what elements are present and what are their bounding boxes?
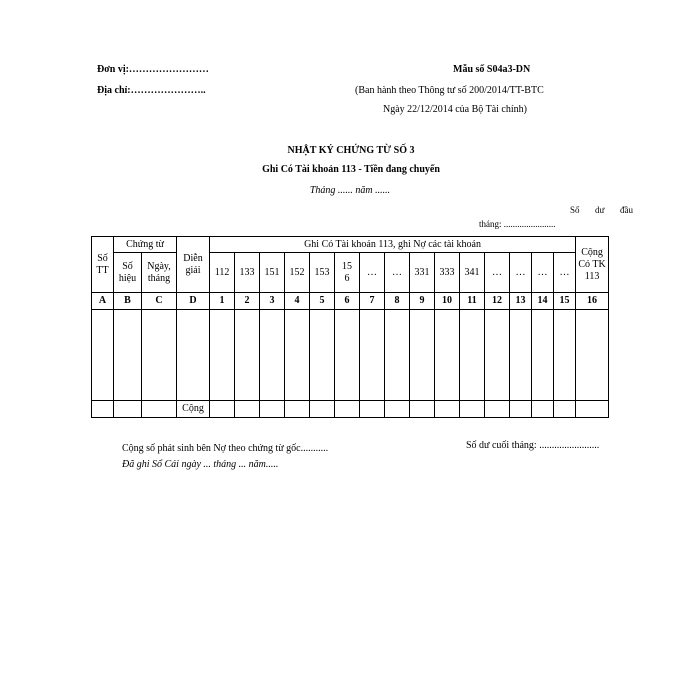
- ledger-posted-line: Đã ghi Sổ Cái ngày ... tháng ... năm.....: [122, 459, 279, 470]
- form-number: Mẫu số S04a3-DN: [453, 64, 531, 75]
- entry-cell: [310, 310, 335, 401]
- entry-cell: [285, 310, 310, 401]
- column-code: 7: [360, 293, 385, 310]
- don-vi-label: Đơn vị:……………………: [97, 64, 209, 75]
- total-cell: [554, 401, 576, 418]
- account-col: …: [485, 253, 510, 293]
- header-ngay-thang: Ngày, tháng: [142, 253, 177, 293]
- document-title: NHẬT KÝ CHỨNG TỪ SỐ 3: [287, 145, 415, 156]
- column-code: 10: [435, 293, 460, 310]
- entry-cell: [510, 310, 532, 401]
- entry-cell: [554, 310, 576, 401]
- total-cell: [235, 401, 260, 418]
- total-cell: [360, 401, 385, 418]
- entry-cell: [177, 310, 210, 401]
- issued-date-note: Ngày 22/12/2014 của Bộ Tài chính): [383, 104, 527, 115]
- column-code: D: [177, 293, 210, 310]
- column-code: 2: [235, 293, 260, 310]
- entry-cell: [435, 310, 460, 401]
- header-chung-tu: Chứng từ: [114, 237, 177, 253]
- column-code: 5: [310, 293, 335, 310]
- entry-cell: [460, 310, 485, 401]
- total-cell: [532, 401, 554, 418]
- journal-table: [91, 236, 609, 418]
- total-cell: [385, 401, 410, 418]
- entry-cell: [532, 310, 554, 401]
- column-code: 9: [410, 293, 435, 310]
- total-cell: [114, 401, 142, 418]
- entry-cell: [114, 310, 142, 401]
- entry-cell: [335, 310, 360, 401]
- entry-cell: [210, 310, 235, 401]
- header-so-tt: Số TT: [92, 237, 114, 293]
- account-col: 153: [310, 253, 335, 293]
- column-code: 12: [485, 293, 510, 310]
- column-code: 8: [385, 293, 410, 310]
- column-code: 4: [285, 293, 310, 310]
- column-code: A: [92, 293, 114, 310]
- header-dien-giai: Diễn giải: [177, 237, 210, 293]
- account-col: 152: [285, 253, 310, 293]
- account-col: 331: [410, 253, 435, 293]
- column-code: B: [114, 293, 142, 310]
- opening-balance-word-2: dư: [595, 205, 605, 215]
- period-line: Tháng ...... năm ......: [309, 185, 391, 196]
- issued-by-note: (Ban hành theo Thông tư số 200/2014/TT-BTC: [355, 85, 544, 96]
- total-cell: [210, 401, 235, 418]
- account-col: …: [510, 253, 532, 293]
- account-col: …: [554, 253, 576, 293]
- total-cell: [92, 401, 114, 418]
- total-label: Cộng: [177, 401, 210, 418]
- column-code: C: [142, 293, 177, 310]
- entry-cell: [235, 310, 260, 401]
- entry-cell: [410, 310, 435, 401]
- entry-cell: [260, 310, 285, 401]
- entry-area-row: [92, 310, 609, 401]
- total-cell: [260, 401, 285, 418]
- total-debit-line: Cộng số phát sinh bên Nợ theo chứng từ gốc...........: [122, 443, 329, 454]
- entry-cell: [142, 310, 177, 401]
- total-row: [92, 401, 609, 418]
- account-col: 333: [435, 253, 460, 293]
- dia-chi-label: Địa chỉ:…………………..: [97, 85, 206, 96]
- entry-cell: [385, 310, 410, 401]
- total-cell: [485, 401, 510, 418]
- total-cell: [435, 401, 460, 418]
- opening-balance-word-3: đầu: [620, 205, 633, 215]
- entry-cell: [576, 310, 609, 401]
- column-code: 11: [460, 293, 485, 310]
- header-so-hieu: Số hiệu: [114, 253, 142, 293]
- account-col: 151: [260, 253, 285, 293]
- opening-balance-line: tháng: .......................: [479, 219, 556, 229]
- opening-balance-word-1: Số: [570, 205, 580, 215]
- account-col: 133: [235, 253, 260, 293]
- column-code: 16: [576, 293, 609, 310]
- account-col: …: [360, 253, 385, 293]
- total-cell: [510, 401, 532, 418]
- total-cell: [142, 401, 177, 418]
- total-cell: [460, 401, 485, 418]
- account-col: 156: [335, 253, 360, 293]
- document-subtitle: Ghi Có Tài khoản 113 - Tiền đang chuyển: [262, 164, 440, 175]
- account-col: 341: [460, 253, 485, 293]
- account-col: …: [532, 253, 554, 293]
- header-cong-co: Cộng Có TK 113: [576, 237, 609, 293]
- total-cell: [285, 401, 310, 418]
- header-ghi-co-group: Ghi Có Tài khoản 113, ghi Nợ các tài khoản: [210, 237, 576, 253]
- account-col: 112: [210, 253, 235, 293]
- entry-cell: [485, 310, 510, 401]
- column-code: 3: [260, 293, 285, 310]
- total-cell: [310, 401, 335, 418]
- total-cell: [410, 401, 435, 418]
- column-code: 14: [532, 293, 554, 310]
- column-code: 13: [510, 293, 532, 310]
- account-col: …: [385, 253, 410, 293]
- entry-cell: [92, 310, 114, 401]
- column-code: 15: [554, 293, 576, 310]
- closing-balance-line: Số dư cuối tháng: ........................: [466, 440, 600, 451]
- entry-cell: [360, 310, 385, 401]
- column-code: 6: [335, 293, 360, 310]
- column-code: 1: [210, 293, 235, 310]
- total-cell: [335, 401, 360, 418]
- total-cell: [576, 401, 609, 418]
